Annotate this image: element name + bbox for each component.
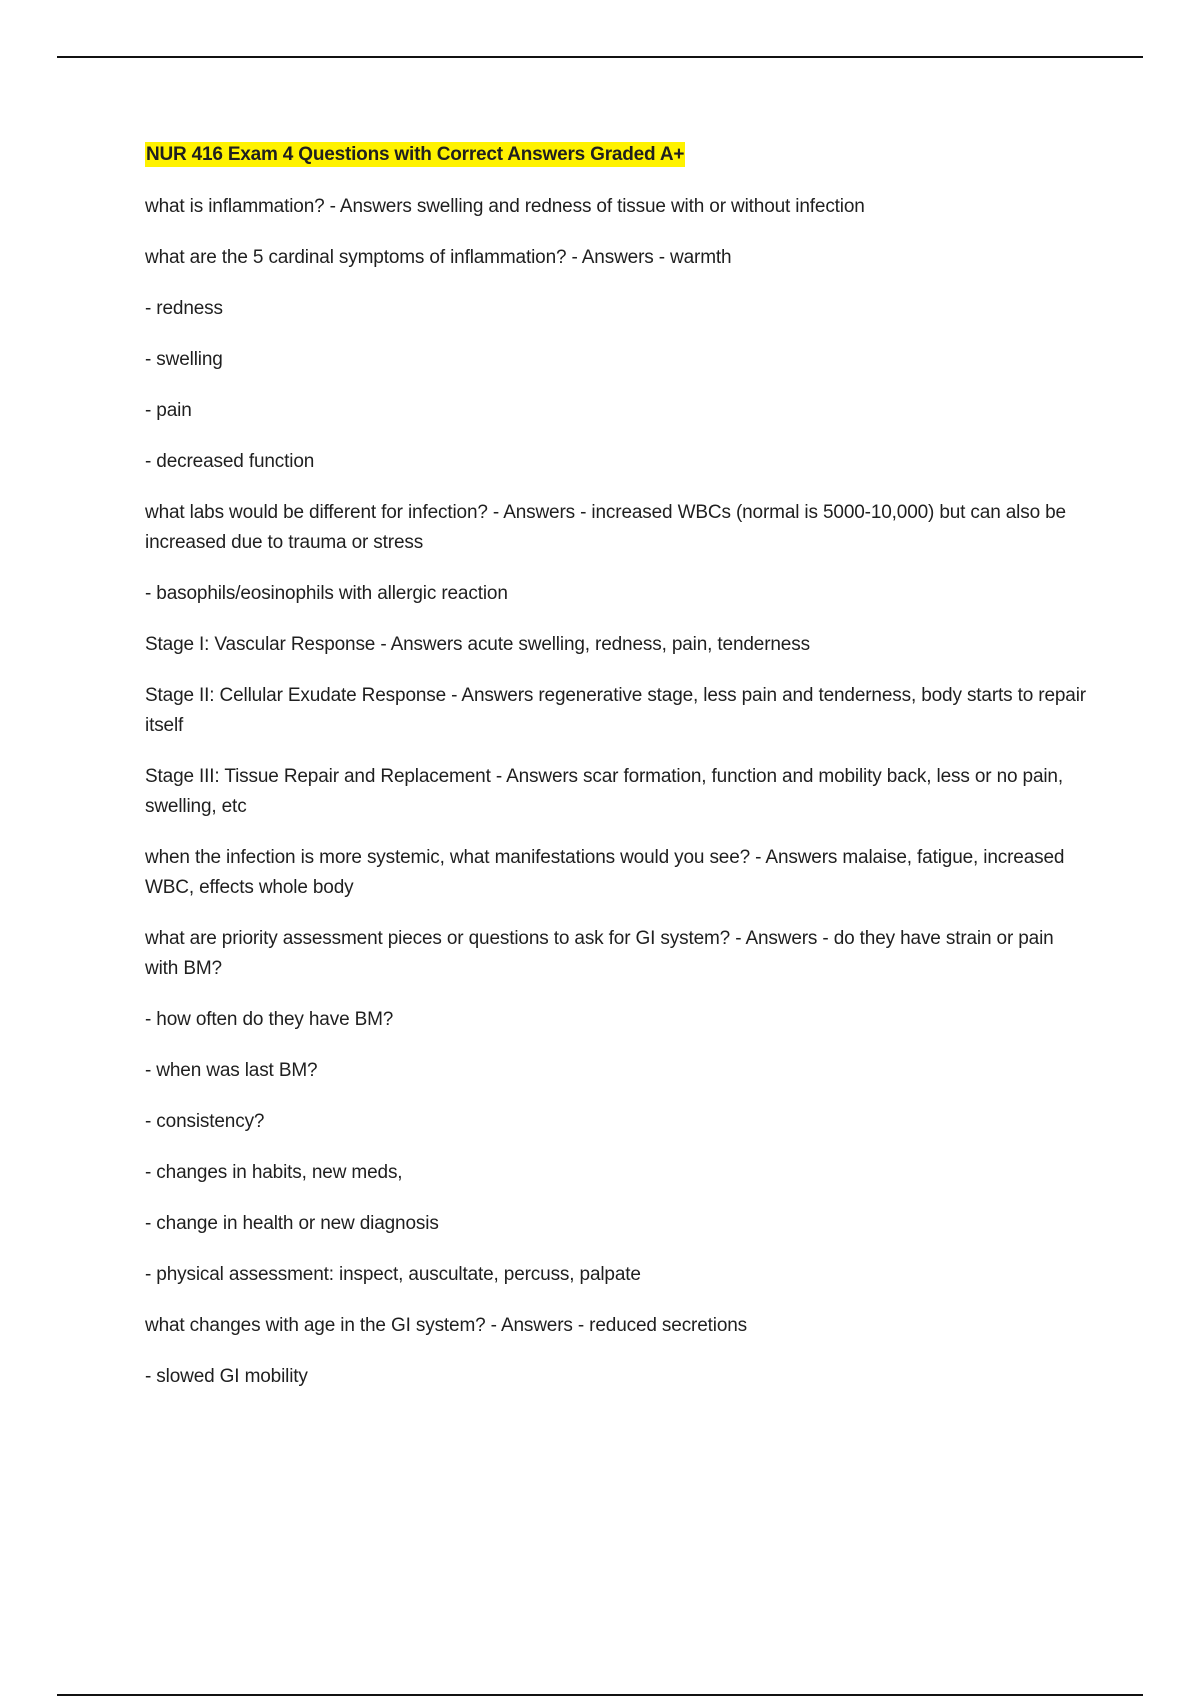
top-rule <box>57 56 1143 58</box>
qa-paragraph: when the infection is more systemic, what manifestations would you see? - Answers malaise, fatigue, increased WBC, effects whole body <box>145 847 1065 898</box>
qa-paragraph: what changes with age in the GI system? - Answers - reduced secretions <box>145 1315 748 1336</box>
list-item: - changes in habits, new meds, <box>145 1162 403 1183</box>
list-item: - decreased function <box>145 451 315 472</box>
document-title: NUR 416 Exam 4 Questions with Correct Answers Graded A+ <box>146 144 685 165</box>
list-item: - slowed GI mobility <box>145 1366 308 1387</box>
qa-paragraph: what are the 5 cardinal symptoms of inflammation? - Answers - warmth <box>145 247 732 268</box>
qa-paragraph: Stage I: Vascular Response - Answers acute swelling, redness, pain, tenderness <box>145 634 810 655</box>
list-item: - basophils/eosinophils with allergic reaction <box>145 583 508 604</box>
qa-paragraph: Stage II: Cellular Exudate Response - Answers regenerative stage, less pain and tenderness, body starts to repair itself <box>145 685 1086 736</box>
qa-paragraph: what are priority assessment pieces or questions to ask for GI system? - Answers - do they have strain or pain with BM? <box>145 928 1054 979</box>
list-item: - consistency? <box>145 1111 265 1132</box>
list-item: - pain <box>145 400 192 421</box>
list-item: - when was last BM? <box>145 1060 318 1081</box>
qa-paragraph: what labs would be different for infection? - Answers - increased WBCs (normal is 5000-10,000) but can also be increased due to trauma or stress <box>145 502 1066 553</box>
list-item: - change in health or new diagnosis <box>145 1213 439 1234</box>
document-body <box>145 142 1090 1413</box>
qa-paragraph: Stage III: Tissue Repair and Replacement - Answers scar formation, function and mobility back, less or no pain, swelling, etc <box>145 766 1063 817</box>
document-title-wrap <box>145 142 1090 192</box>
qa-paragraph: what is inflammation? - Answers swelling and redness of tissue with or without infection <box>145 196 865 217</box>
list-item: - how often do they have BM? <box>145 1009 394 1030</box>
list-item: - swelling <box>145 349 223 370</box>
list-item: - physical assessment: inspect, auscultate, percuss, palpate <box>145 1264 641 1285</box>
bottom-rule <box>57 1694 1143 1696</box>
list-item: - redness <box>145 298 223 319</box>
